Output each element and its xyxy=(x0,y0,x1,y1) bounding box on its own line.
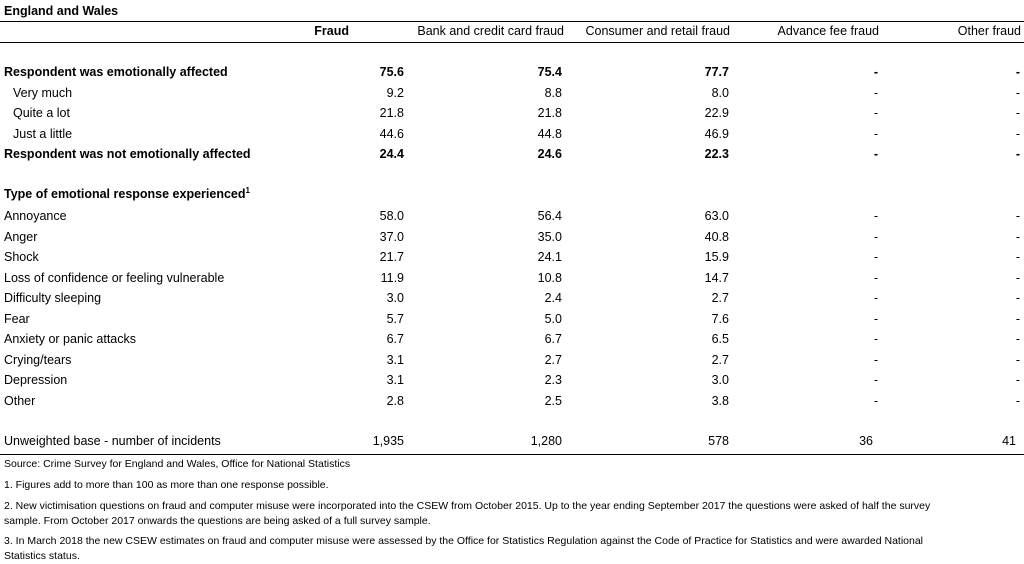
response-label: Annoyance xyxy=(4,209,67,223)
response-value-fraud: 6.7 xyxy=(386,332,404,346)
base-label: Unweighted base - number of incidents xyxy=(4,434,221,448)
affected-row xyxy=(0,65,1024,85)
response-label: Shock xyxy=(4,250,39,264)
affected-label: Respondent was emotionally affected xyxy=(4,65,228,79)
response-value-fraud: 3.1 xyxy=(386,373,404,387)
affected-value-other: - xyxy=(1015,85,1020,100)
base-rule xyxy=(0,454,1024,455)
response-value-advance: - xyxy=(873,352,878,367)
source-note: Source: Crime Survey for England and Wales, Office for National Statistics xyxy=(4,458,351,470)
response-label: Anger xyxy=(4,229,38,244)
affected-value-bank: 75.4 xyxy=(537,65,562,79)
col-header-bank-card: Bank and credit card fraud xyxy=(417,24,564,38)
response-value-fraud: 3.1 xyxy=(386,352,404,367)
affected-row xyxy=(0,86,1024,106)
response-value-consumer: 40.8 xyxy=(704,229,729,244)
affected-value-consumer: 22.3 xyxy=(704,147,729,161)
response-value-bank: 2.7 xyxy=(544,352,562,367)
response-row xyxy=(0,332,1024,352)
response-value-advance: - xyxy=(873,250,878,264)
table-title: England and Wales xyxy=(4,4,119,18)
response-value-advance: - xyxy=(873,393,878,408)
response-row xyxy=(0,230,1024,250)
affected-row xyxy=(0,127,1024,147)
footnote-3-line-2: Statistics status. xyxy=(4,550,80,562)
affected-label: Just a little xyxy=(13,126,73,141)
affected-value-advance: - xyxy=(873,65,878,79)
affected-value-consumer: 22.9 xyxy=(704,106,729,120)
response-value-advance: - xyxy=(873,209,878,223)
response-value-bank: 5.0 xyxy=(544,311,562,326)
response-value-bank: 6.7 xyxy=(544,332,562,346)
affected-value-advance: - xyxy=(873,147,878,161)
response-value-fraud: 37.0 xyxy=(379,229,404,244)
section-heading-row xyxy=(0,187,1024,207)
affected-value-bank: 8.8 xyxy=(544,85,562,100)
title-rule xyxy=(0,21,1024,22)
notes-block xyxy=(4,457,1004,564)
affected-value-fraud: 44.6 xyxy=(379,126,404,141)
response-value-bank: 24.1 xyxy=(537,250,562,264)
base-value-other: 41 xyxy=(1002,434,1016,448)
col-header-other: Other fraud xyxy=(957,24,1021,38)
response-value-other: - xyxy=(1015,270,1020,285)
response-value-other: - xyxy=(1015,229,1020,244)
response-value-fraud: 21.7 xyxy=(379,250,404,264)
response-value-bank: 2.4 xyxy=(544,291,562,305)
affected-value-other: - xyxy=(1015,65,1020,79)
affected-value-other: - xyxy=(1015,106,1020,120)
response-value-consumer: 2.7 xyxy=(711,352,729,367)
footnote-3-line-1: 3. In March 2018 the new CSEW estimates on fraud and computer misuse were assessed by the Office for Statistics Regulation against the Code of Practice for Statistics and were awarded National xyxy=(4,535,924,547)
response-label: Loss of confidence or feeling vulnerable xyxy=(4,270,225,285)
affected-value-consumer: 46.9 xyxy=(704,126,729,141)
affected-value-advance: - xyxy=(873,126,878,141)
response-value-consumer: 7.6 xyxy=(711,311,729,326)
response-value-other: - xyxy=(1015,332,1020,346)
response-value-advance: - xyxy=(873,311,878,326)
response-value-fraud: 2.8 xyxy=(386,393,404,408)
affected-value-other: - xyxy=(1015,147,1020,161)
section-heading-text: Type of emotional response experienced xyxy=(4,187,246,201)
footnote-marker: 1 xyxy=(245,185,250,195)
response-value-consumer: 3.8 xyxy=(711,393,729,408)
response-value-consumer: 6.5 xyxy=(711,332,729,346)
affected-value-fraud: 9.2 xyxy=(386,85,404,100)
base-value-advance: 36 xyxy=(859,434,873,448)
response-row xyxy=(0,353,1024,373)
col-header-fraud: Fraud xyxy=(314,24,349,38)
response-value-consumer: 63.0 xyxy=(704,209,729,223)
response-value-fraud: 3.0 xyxy=(386,291,404,305)
affected-label: Respondent was not emotionally affected xyxy=(4,147,251,161)
affected-value-other: - xyxy=(1015,126,1020,141)
response-label: Other xyxy=(4,393,36,408)
response-value-advance: - xyxy=(873,291,878,305)
response-value-bank: 2.5 xyxy=(544,393,562,408)
response-value-bank: 35.0 xyxy=(537,229,562,244)
affected-value-consumer: 8.0 xyxy=(711,85,729,100)
affected-value-bank: 21.8 xyxy=(537,106,562,120)
response-value-other: - xyxy=(1015,311,1020,326)
response-value-other: - xyxy=(1015,352,1020,367)
affected-label: Quite a lot xyxy=(13,106,70,120)
affected-label: Very much xyxy=(13,85,73,100)
response-value-other: - xyxy=(1015,250,1020,264)
response-value-consumer: 3.0 xyxy=(711,373,729,387)
response-label: Fear xyxy=(4,311,30,326)
response-row xyxy=(0,312,1024,332)
response-value-bank: 56.4 xyxy=(537,209,562,223)
base-value-bank: 1,280 xyxy=(530,434,562,448)
affected-value-advance: - xyxy=(873,85,878,100)
response-value-bank: 10.8 xyxy=(537,270,562,285)
response-value-fraud: 5.7 xyxy=(386,311,404,326)
affected-value-advance: - xyxy=(873,106,878,120)
col-header-advance-fee: Advance fee fraud xyxy=(777,24,879,38)
affected-row xyxy=(0,106,1024,126)
response-value-other: - xyxy=(1015,291,1020,305)
affected-value-consumer: 77.7 xyxy=(704,65,729,79)
footnote-1: 1. Figures add to more than 100 as more than one response possible. xyxy=(4,479,329,491)
response-value-other: - xyxy=(1015,209,1020,223)
response-label: Anxiety or panic attacks xyxy=(4,332,137,346)
response-value-advance: - xyxy=(873,373,878,387)
affected-value-fraud: 21.8 xyxy=(379,106,404,120)
response-row xyxy=(0,209,1024,229)
response-value-consumer: 15.9 xyxy=(704,250,729,264)
response-value-other: - xyxy=(1015,393,1020,408)
footnote-2-line-2: sample. From October 2017 onwards the questions are being asked of a full survey sample. xyxy=(4,515,431,527)
footnote-2-line-1: 2. New victimisation questions on fraud and computer misuse were incorporated into the CSEW from October 2015. Up to the year ending September 2017 the questions were asked of half the survey xyxy=(4,500,931,512)
response-value-consumer: 2.7 xyxy=(711,291,729,305)
affected-value-bank: 44.8 xyxy=(537,126,562,141)
base-value-fraud: 1,935 xyxy=(372,434,404,448)
response-value-other: - xyxy=(1015,373,1020,387)
base-value-consumer: 578 xyxy=(708,434,729,448)
base-row xyxy=(0,434,1024,454)
header-rule xyxy=(0,42,1024,43)
response-value-advance: - xyxy=(873,332,878,346)
affected-value-fraud: 24.4 xyxy=(379,147,404,161)
affected-value-fraud: 75.6 xyxy=(379,65,404,79)
response-value-advance: - xyxy=(873,270,878,285)
section-heading xyxy=(4,187,250,201)
response-row xyxy=(0,271,1024,291)
col-header-consumer-retail: Consumer and retail fraud xyxy=(585,24,730,38)
response-value-bank: 2.3 xyxy=(544,373,562,387)
response-row xyxy=(0,373,1024,393)
response-label: Depression xyxy=(4,373,68,387)
affected-row xyxy=(0,147,1024,167)
response-label: Crying/tears xyxy=(4,352,72,367)
response-value-advance: - xyxy=(873,229,878,244)
response-row xyxy=(0,394,1024,414)
response-value-consumer: 14.7 xyxy=(704,270,729,285)
response-label: Difficulty sleeping xyxy=(4,291,102,305)
response-row xyxy=(0,250,1024,270)
response-row xyxy=(0,291,1024,311)
response-value-fraud: 11.9 xyxy=(380,270,404,285)
response-value-fraud: 58.0 xyxy=(379,209,404,223)
affected-value-bank: 24.6 xyxy=(537,147,562,161)
